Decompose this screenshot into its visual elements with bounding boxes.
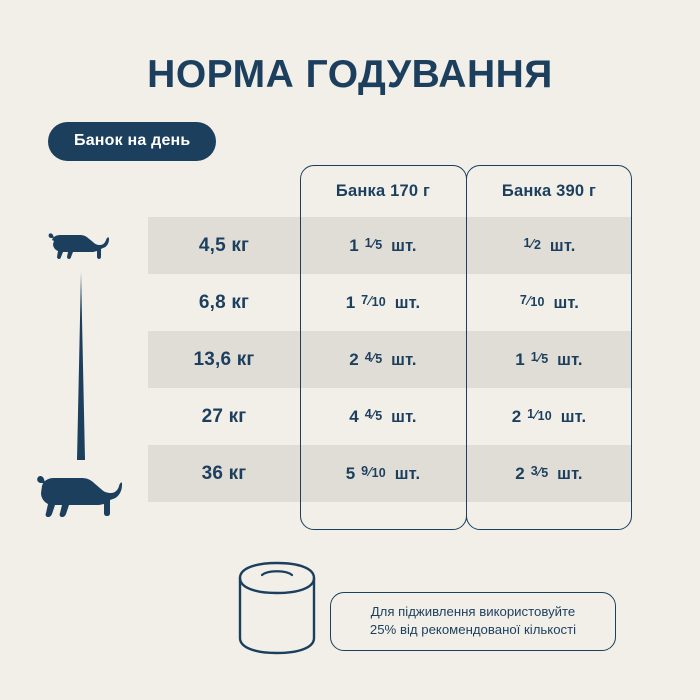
qty-whole: 2 xyxy=(511,406,522,426)
qty-unit: шт. xyxy=(557,350,583,369)
food-can-icon xyxy=(232,560,322,656)
cell-can170 xyxy=(300,445,466,502)
note-line-1: Для підживлення використовуйте xyxy=(370,604,576,619)
qty-unit: шт. xyxy=(553,293,580,312)
table-row xyxy=(148,217,632,274)
cell-weight: 6,8 кг xyxy=(148,274,300,331)
qty-unit: шт. xyxy=(394,464,421,483)
qty-fraction: 7⁄10 xyxy=(361,293,386,310)
qty-whole: 1 xyxy=(349,235,359,255)
qty-whole: 5 xyxy=(345,463,356,483)
supplement-note xyxy=(330,592,616,651)
qty-fraction: 4⁄5 xyxy=(364,407,383,424)
cell-weight: 4,5 кг xyxy=(148,217,300,274)
qty-unit: шт. xyxy=(549,236,576,255)
table-header-row xyxy=(148,165,632,217)
qty-fraction: 3⁄5 xyxy=(530,464,549,481)
table-header-can390: Банка 390 г xyxy=(501,181,597,200)
qty-whole: 2 xyxy=(515,463,525,483)
table-header-can170: Банка 170 г xyxy=(335,181,431,200)
cell-weight: 27 кг xyxy=(148,388,300,445)
cell-can170 xyxy=(300,331,466,388)
cell-can170 xyxy=(300,274,466,331)
large-dog-silhouette-icon xyxy=(36,468,122,520)
cell-can390 xyxy=(466,445,632,502)
size-scale-connector xyxy=(74,272,88,460)
table-row xyxy=(148,388,632,445)
qty-whole: 1 xyxy=(345,292,356,312)
table-row xyxy=(148,445,632,502)
cell-can170 xyxy=(300,217,466,274)
table-grid xyxy=(148,165,632,530)
cell-weight: 36 кг xyxy=(148,445,300,502)
status-badge: Банок на день xyxy=(48,122,216,161)
qty-whole: 4 xyxy=(349,406,359,426)
feeding-table xyxy=(148,165,632,530)
qty-whole: 2 xyxy=(349,349,359,369)
cell-can170 xyxy=(300,388,466,445)
qty-whole: 1 xyxy=(515,349,525,369)
table-row xyxy=(148,274,632,331)
qty-fraction: 1⁄5 xyxy=(364,236,383,253)
cell-weight: 13,6 кг xyxy=(148,331,300,388)
qty-unit: шт. xyxy=(391,407,417,426)
qty-fraction: 1⁄2 xyxy=(523,236,542,253)
qty-unit: шт. xyxy=(394,293,421,312)
table-row xyxy=(148,331,632,388)
qty-fraction: 1⁄10 xyxy=(527,407,552,424)
qty-unit: шт. xyxy=(391,350,417,369)
page-title: НОРМА ГОДУВАННЯ xyxy=(147,53,553,96)
qty-unit: шт. xyxy=(557,464,583,483)
cell-can390 xyxy=(466,388,632,445)
qty-fraction: 7⁄10 xyxy=(519,293,545,310)
small-dog-silhouette-icon xyxy=(48,228,110,262)
cell-can390 xyxy=(466,331,632,388)
qty-fraction: 1⁄5 xyxy=(530,350,549,367)
qty-unit: шт. xyxy=(391,236,417,255)
qty-unit: шт. xyxy=(560,407,587,426)
note-line-2: 25% від рекомендованої кількості xyxy=(369,622,577,637)
table-header-weight xyxy=(148,165,300,217)
qty-fraction: 9⁄10 xyxy=(361,464,386,481)
cell-can390 xyxy=(466,217,632,274)
qty-fraction: 4⁄5 xyxy=(364,350,383,367)
cell-can390 xyxy=(466,274,632,331)
